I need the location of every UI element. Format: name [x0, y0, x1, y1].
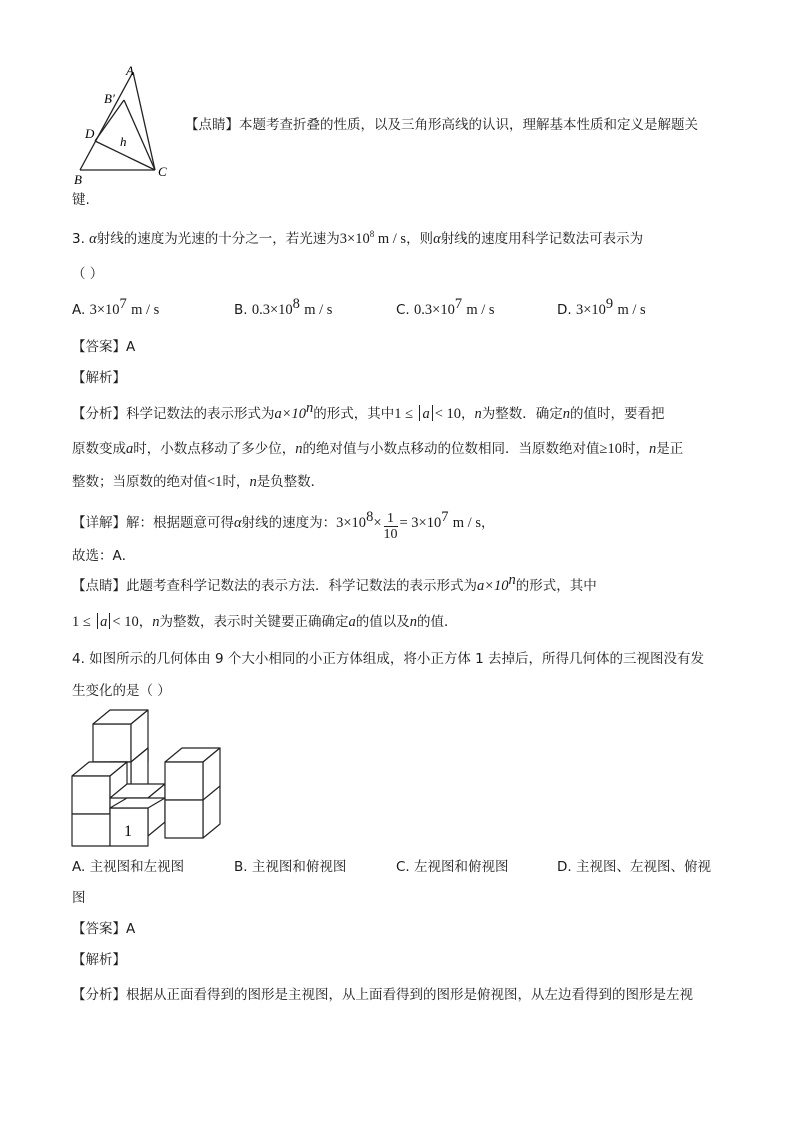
q4-option-d: D. 主视图、左视图、俯视: [557, 859, 711, 875]
q3-choose: 故选：A．: [72, 548, 136, 564]
prev-tip-line: [185, 115, 698, 135]
q4-option-d-cont: 图: [72, 890, 86, 906]
alpha-symbol: α: [89, 231, 97, 247]
height-label-h: h: [120, 134, 127, 149]
q3-answer: 【答案】A: [72, 339, 136, 355]
q3-fenxi-line3: 整数；当原数的绝对值<1时，n是负整数．: [72, 474, 325, 490]
vertex-label-d: D: [85, 126, 95, 141]
q3-option-b: B. $0.3\times 10^8$ m / s: [234, 296, 333, 318]
q4-stem-line1: 4. 如图所示的几何体由 9 个大小相同的小正方体组成，将小正方体 1 去掉后，所得几何体的三视图没有发: [72, 651, 705, 667]
q4-option-c: C. 左视图和俯视图: [396, 859, 509, 875]
q4-option-b: B. 主视图和俯视图: [234, 859, 347, 875]
vertex-label-b-prime: B′: [104, 91, 115, 106]
q3-option-d: D. $3\times 10^9$ m / s: [557, 296, 646, 318]
q3-analysis-heading: 【解析】: [72, 370, 126, 386]
q4-stem-line2: 生变化的是（ ）: [72, 683, 171, 699]
q3-option-a: A. $3\times 10^7$ m / s: [72, 296, 160, 318]
prev-tip-text: 本题考查折叠的性质，以及三角形高线的认识，理解基本性质和定义是解题关: [239, 117, 698, 133]
prev-tip-tag: 【点睛】: [185, 117, 239, 133]
q3-fenxi-line2: 原数变成a时，小数点移动了多少位，n的绝对值与小数点移动的位数相同．当原数绝对值≥10时，n是正: [72, 441, 684, 457]
light-speed: $3\times 10^8$ m / s: [339, 229, 407, 247]
cube-one-label: 1: [124, 823, 132, 840]
q4-analysis-heading: 【解析】: [72, 952, 126, 968]
q3-option-c: C. $0.3\times 10^7$ m / s: [396, 296, 495, 318]
vertex-label-b: B: [74, 172, 82, 187]
q3-tip-line2: 1 ≤ a < 10，n为整数，表示时关键要正确确定a的值以及n的值．: [72, 614, 458, 630]
q4-answer: 【答案】A: [72, 921, 136, 937]
q3-stem: 3. α射线的速度为光速的十分之一，若光速为$3\times 10^8$ m / s，则α射线的速度用科学记数法可表示为: [72, 229, 644, 247]
q3-paren: （ ）: [72, 266, 104, 282]
triangle-figure: [70, 58, 185, 188]
q3-tip-line1: 【点睛】此题考查科学记数法的表示方法．科学记数法的表示形式为$a\times 10^n$的形式，其中: [72, 572, 597, 594]
vertex-label-c: C: [158, 164, 167, 179]
cube-figure: [70, 708, 235, 848]
vertex-label-a: A: [126, 63, 134, 78]
fraction-one-tenth: $\frac{1}{10}$: [383, 511, 398, 542]
q4-option-a: A. 主视图和左视图: [72, 859, 185, 875]
prev-tip-cont: 键.: [72, 192, 90, 208]
q3-xiangjie: 【详解】解：根据题意可得α射线的速度为：$3\times 10^8\times$ $\frac{1}{10}$ = $3\times 10^7$ m / s，: [72, 509, 495, 542]
q4-fenxi: 【分析】根据从正面看得到的图形是主视图，从上面看得到的图形是俯视图，从左边看得到的图形是左视: [72, 987, 693, 1003]
q3-fenxi-line1: 【分析】科学记数法的表示形式为$a\times 10^n$的形式，其中1 ≤ a < 10，n为整数．确定n的值时，要看把: [72, 400, 665, 422]
